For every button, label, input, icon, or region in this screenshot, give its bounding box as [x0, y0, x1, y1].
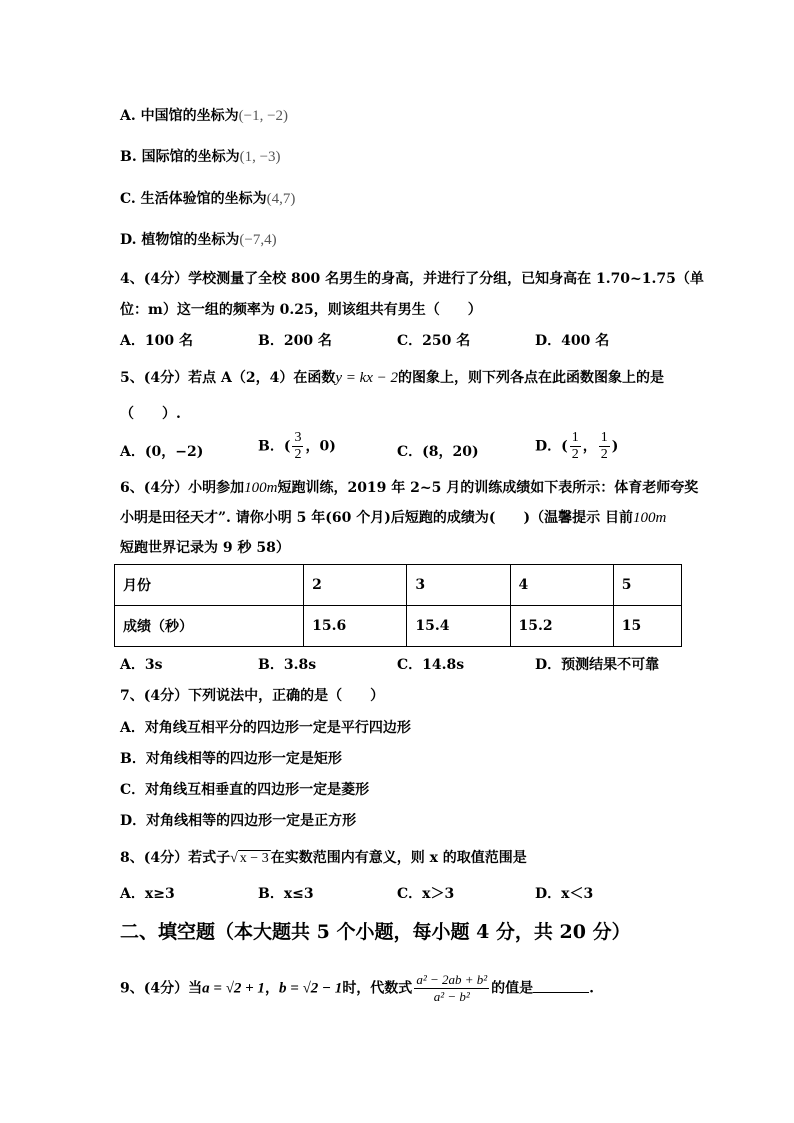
q4-option-c: C．250 名: [397, 333, 471, 349]
q6-stem-line3: 短跑世界记录为 9 秒 58）: [120, 540, 290, 556]
q8-option-d: D．x＜3: [535, 886, 594, 902]
table-row: [115, 565, 682, 606]
q8-stem: 8、(4分）若式子√ x − 3 在实数范围内有意义，则 x 的取值范围是: [120, 848, 527, 869]
q7-option-d: D．对角线相等的四边形一定是正方形: [120, 813, 357, 829]
q3-option-b: B. 国际馆的坐标为(1, −3): [120, 149, 281, 165]
table-cell: 成绩（秒）: [115, 606, 304, 647]
table-cell: 3: [407, 565, 510, 606]
q6-option-a: A．3s: [120, 657, 163, 673]
q4-stem-line2: 位：m）这一组的频率为 0.25，则该组共有男生（ ）: [120, 302, 482, 318]
q6-score-table: [114, 564, 682, 647]
table-cell: 4: [510, 565, 613, 606]
q7-option-c: C．对角线互相垂直的四边形一定是菱形: [120, 782, 370, 798]
q4-option-b: B．200 名: [258, 333, 332, 349]
table-cell: 5: [613, 565, 681, 606]
q3-option-d: D. 植物馆的坐标为(−7,4): [120, 232, 277, 248]
q5-stem-line2: （ ）.: [120, 406, 181, 422]
q7-option-b: B．对角线相等的四边形一定是矩形: [120, 751, 342, 767]
table-cell: 2: [304, 565, 407, 606]
q6-option-d: D．预测结果不可靠: [535, 657, 660, 673]
q6-stem-line2: 小明是田径天才”. 请你小明 5 年(60 个月)后短跑的成绩为( )（温馨提示 目前100m: [120, 510, 667, 526]
q8-option-c: C．x＞3: [397, 886, 455, 902]
q7-option-a: A．对角线互相平分的四边形一定是平行四边形: [120, 720, 411, 736]
q6-stem-line1: 6、(4分）小明参加100m短跑训练，2019 年 2~5 月的训练成绩如下表所示：体育老师夸奖: [120, 480, 699, 496]
q6-option-b: B．3.8s: [258, 657, 317, 673]
q5-function: y = kx − 2: [335, 370, 399, 386]
q8-option-b: B．x≤3: [258, 886, 314, 902]
q9-fraction: $\frac{\text{a² − 2ab + b²}}{\text{a² − b²}}$: [416, 972, 488, 1004]
q8-radical: √ x − 3: [230, 851, 269, 866]
q5-option-b: B．( $\frac{3}{2}$ ，0): [258, 430, 336, 462]
table-cell: 月份: [115, 565, 304, 606]
q4-stem-line1: 4、(4分）学校测量了全校 800 名男生的身高，并进行了分组，已知身高在 1.70~1.75（单: [120, 271, 704, 287]
answer-blank[interactable]: [533, 978, 589, 993]
q5-option-c: C．(8，20): [397, 444, 479, 460]
q4-option-a: A．100 名: [120, 333, 193, 349]
q7-stem: 7、(4分）下列说法中，正确的是（ ）: [120, 688, 385, 704]
q5-stem-line1: 5、(4分）若点 A（2，4）在函数y = kx − 2的图象上，则下列各点在此函数图象上的是: [120, 370, 665, 386]
q5-option-a: A．(0，−2): [120, 444, 204, 460]
table-cell: 15.4: [407, 606, 510, 647]
table-row: [115, 606, 682, 647]
q3-option-a: A. 中国馆的坐标为(−1, −2): [120, 108, 289, 124]
q6-option-c: C．14.8s: [397, 657, 465, 673]
q3-option-c: C. 生活体验馆的坐标为(4,7): [120, 191, 296, 207]
q9-stem: 9、(4分）当a = √2 + 1，b = √2 − 1时，代数式 $\frac{\text{a² − 2ab + b²}}{\text{a² − b²}}$ 的值是 .: [120, 972, 595, 1004]
q4-option-d: D．400 名: [535, 333, 610, 349]
q5-option-d: D．( $\frac{1}{2}$ ， $\frac{1}{2}$ ): [535, 430, 619, 462]
q8-option-a: A．x≥3: [120, 886, 175, 902]
table-cell: 15.6: [304, 606, 407, 647]
section-heading-fill-in: 二、填空题（本大题共 5 个小题，每小题 4 分，共 20 分）: [120, 921, 631, 943]
table-cell: 15.2: [510, 606, 613, 647]
table-cell: 15: [613, 606, 681, 647]
